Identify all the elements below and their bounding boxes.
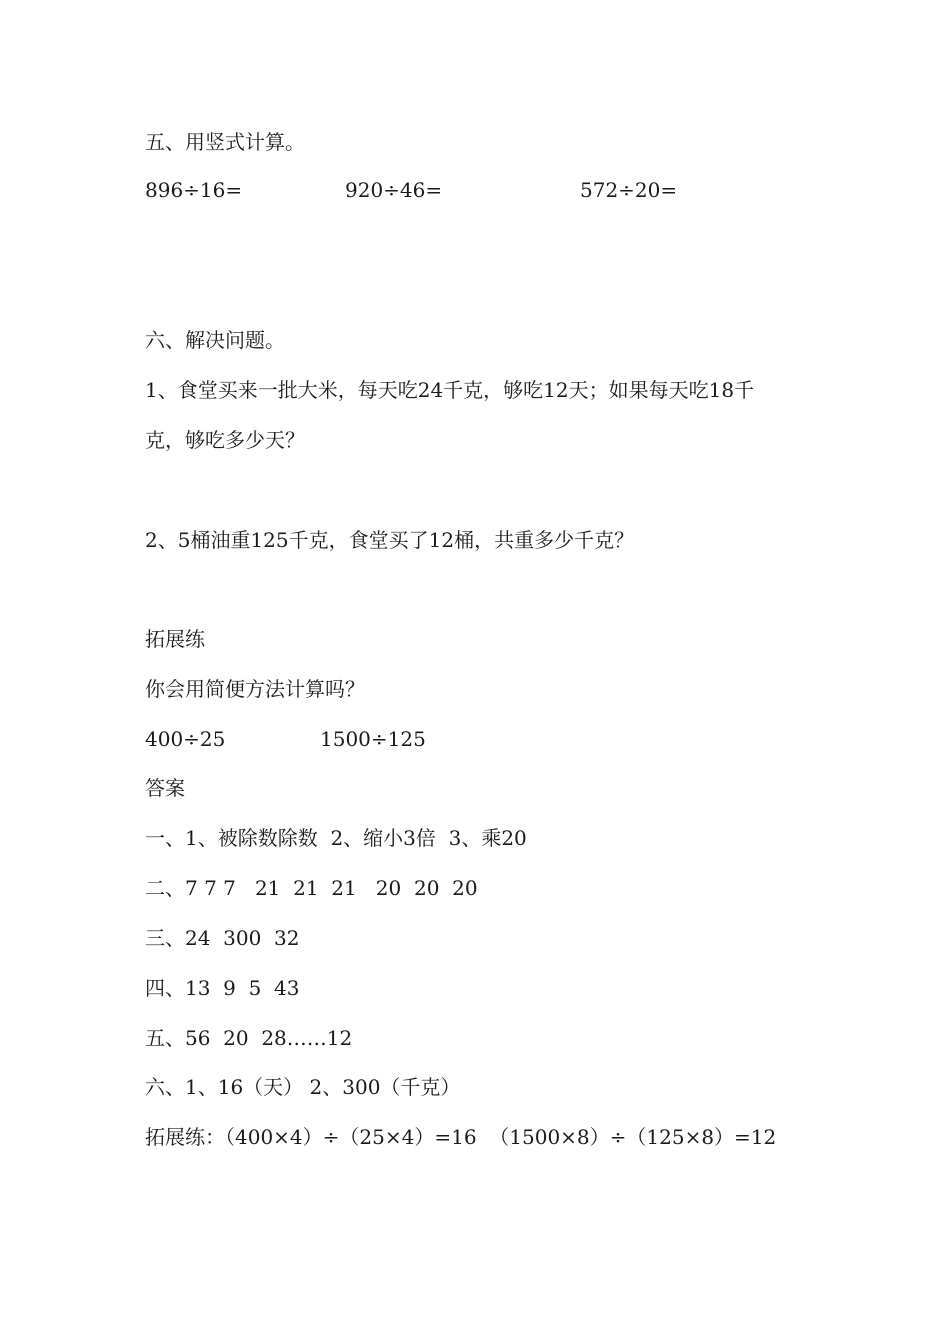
extension-heading: 拓展练 <box>145 627 205 651</box>
extension-problem-1: 400÷25 <box>145 727 226 751</box>
answer-line-3: 三、24 300 32 <box>145 926 300 950</box>
answer-line-6: 六、1、16（天） 2、300（千克） <box>145 1075 461 1099</box>
extension-prompt: 你会用简便方法计算吗？ <box>145 677 365 701</box>
question-2: 2、5桶油重125千克，食堂买了12桶，共重多少千克？ <box>145 528 635 552</box>
section6-heading: 六、解决问题。 <box>145 328 285 352</box>
division-problem-2: 920÷46= <box>345 178 443 202</box>
question-1-line-2: 克，够吃多少天？ <box>145 428 305 452</box>
answers-heading: 答案 <box>145 776 185 800</box>
answer-line-2: 二、7 7 7 21 21 21 20 20 20 <box>145 876 478 900</box>
extension-problem-2: 1500÷125 <box>320 727 426 751</box>
answer-line-4: 四、13 9 5 43 <box>145 976 300 1000</box>
division-problem-1: 896÷16= <box>145 178 243 202</box>
answer-line-5: 五、56 20 28……12 <box>145 1026 353 1050</box>
answer-line-7: 拓展练：（400×4）÷（25×4）=16 （1500×8）÷（125×8）=12 <box>145 1125 777 1149</box>
division-problem-3: 572÷20= <box>580 178 678 202</box>
question-1-line-1: 1、食堂买来一批大米，每天吃24千克，够吃12天；如果每天吃18千 <box>145 378 755 402</box>
answer-line-1: 一、1、被除数除数 2、缩小3倍 3、乘20 <box>145 826 527 850</box>
section5-heading: 五、用竖式计算。 <box>145 130 305 154</box>
